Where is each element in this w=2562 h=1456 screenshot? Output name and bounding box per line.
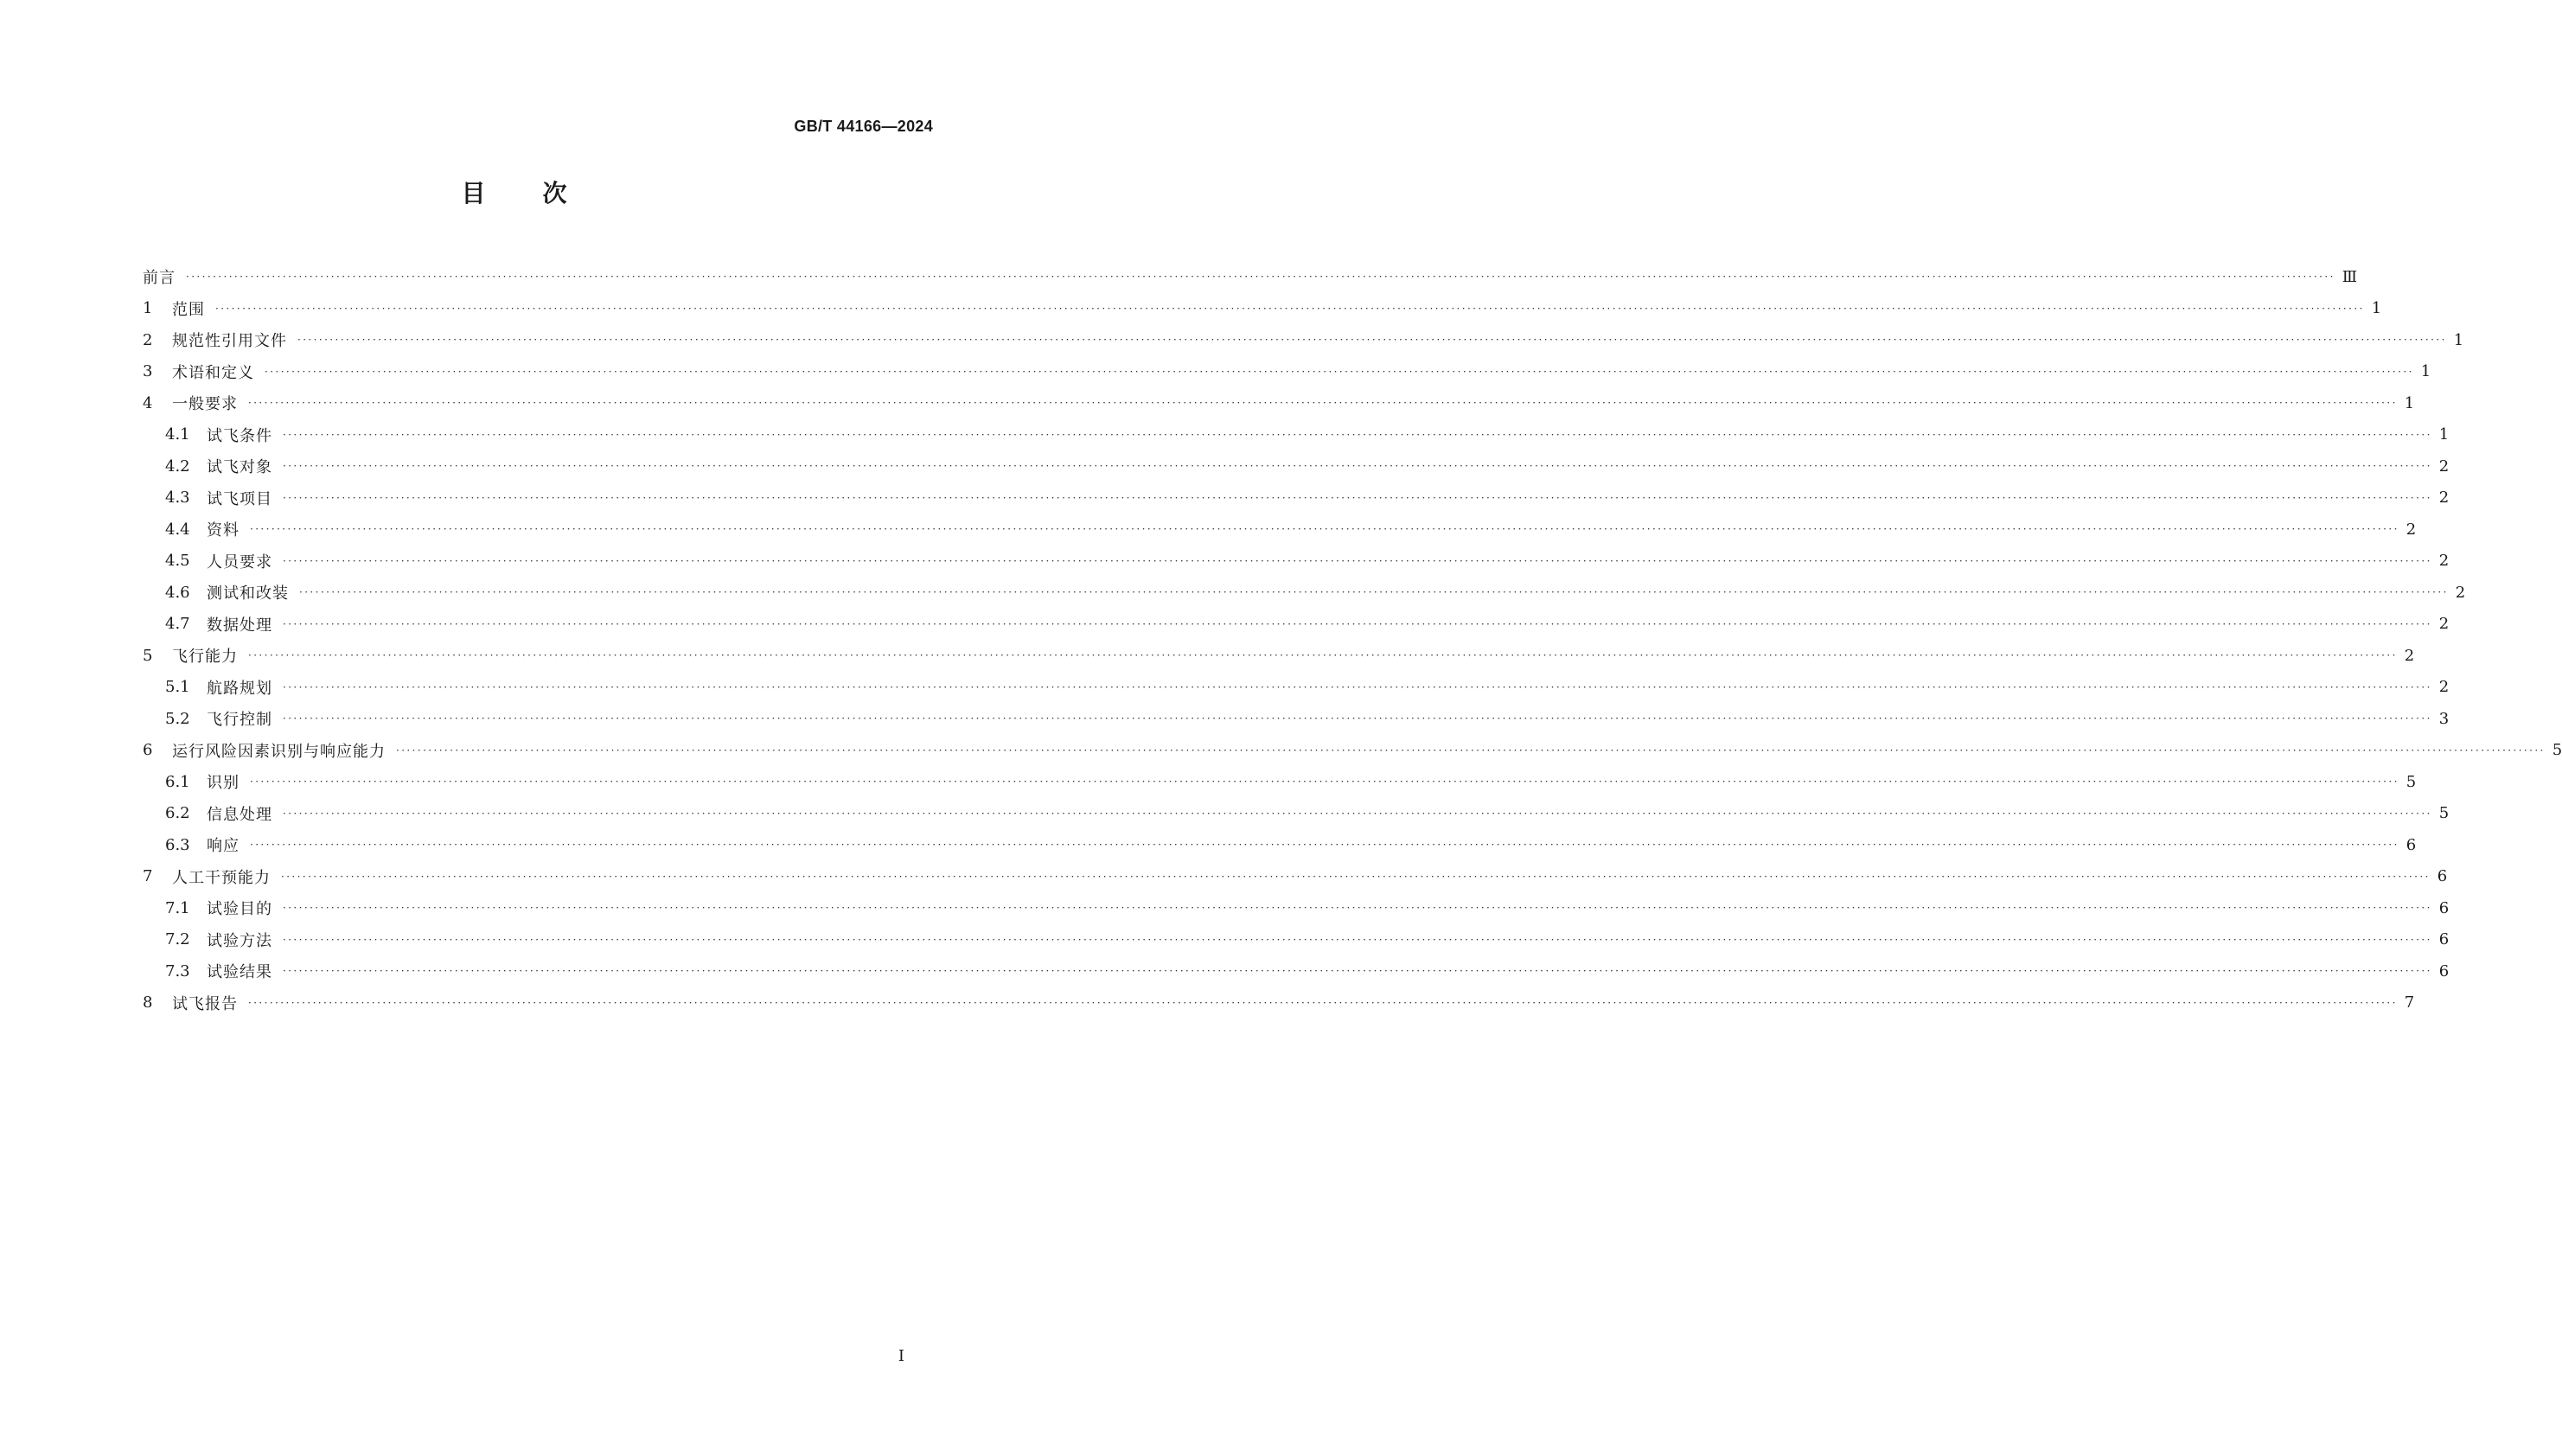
toc-leader-dots: ················································································································································································································································································································································································································ bbox=[299, 586, 2449, 599]
toc-entry[interactable] bbox=[143, 766, 2417, 798]
toc-entry[interactable] bbox=[143, 861, 2448, 893]
toc-entry-label: 人工干预能力 bbox=[172, 868, 271, 887]
toc-leader-dots: ················································································································································································································································································································································································································ bbox=[281, 870, 2431, 883]
toc-entry-label: 试验目的 bbox=[207, 900, 272, 919]
toc-entry[interactable] bbox=[143, 955, 2450, 987]
toc-entry-page: 2 bbox=[2455, 583, 2466, 602]
toc-entry[interactable] bbox=[143, 892, 2450, 924]
toc-leader-dots: ················································································································································································································································································································································································································ bbox=[283, 460, 2432, 473]
toc-entry-page: 2 bbox=[2438, 678, 2450, 697]
toc-entry-label: 信息处理 bbox=[207, 805, 272, 824]
toc-entry[interactable] bbox=[143, 356, 2431, 388]
toc-entry-label: 测试和改装 bbox=[207, 584, 289, 603]
toc-leader-dots: ················································································································································································································································································································································································································ bbox=[250, 839, 2399, 852]
toc-entry-label: 试验方法 bbox=[207, 931, 272, 950]
toc-entry-label: 试飞报告 bbox=[172, 994, 238, 1013]
toc-entry-label: 试验结果 bbox=[207, 963, 272, 982]
toc-entry-number: 2 bbox=[143, 330, 153, 349]
toc-leader-dots: ················································································································································································································································································································································································································ bbox=[283, 933, 2432, 946]
toc-entry-number: 4.5 bbox=[165, 552, 190, 571]
toc-entry-page: 5 bbox=[2438, 804, 2450, 823]
toc-leader-dots: ················································································································································································································································································································································································································ bbox=[283, 617, 2432, 630]
toc-entry-label: 资料 bbox=[207, 521, 240, 540]
toc-entry[interactable] bbox=[143, 514, 2417, 546]
table-of-contents bbox=[143, 261, 2562, 1019]
toc-entry-page: 2 bbox=[2438, 457, 2450, 476]
toc-entry[interactable] bbox=[143, 829, 2417, 861]
toc-entry-page: 6 bbox=[2437, 867, 2448, 886]
toc-leader-dots: ················································································································································································································································································································································································································ bbox=[297, 334, 2447, 347]
toc-leader-dots: ················································································································································································································································································································································································································ bbox=[248, 996, 2398, 1009]
toc-entry-page: 2 bbox=[2405, 520, 2417, 539]
toc-entry-number: 7 bbox=[143, 867, 153, 886]
toc-entry-label: 数据处理 bbox=[207, 616, 272, 635]
toc-entry[interactable] bbox=[143, 798, 2450, 830]
toc-entry-number: 7.3 bbox=[165, 961, 190, 980]
toc-entry-label: 前言 bbox=[143, 269, 176, 288]
toc-leader-dots: ················································································································································································································································································································································································································ bbox=[283, 491, 2432, 504]
toc-entry-label: 响应 bbox=[207, 837, 240, 856]
toc-entry-number: 6.2 bbox=[165, 804, 190, 823]
toc-entry-number: 1 bbox=[143, 299, 153, 318]
toc-leader-dots: ················································································································································································································································································································································································································ bbox=[215, 302, 2365, 315]
toc-entry[interactable] bbox=[143, 261, 2358, 293]
toc-entry-number: 8 bbox=[143, 993, 153, 1012]
toc-entry-number: 6.1 bbox=[165, 772, 190, 791]
toc-entry-label: 术语和定义 bbox=[172, 363, 254, 382]
toc-entry[interactable] bbox=[143, 293, 2382, 325]
toc-leader-dots: ················································································································································································································································································································································································································ bbox=[250, 776, 2399, 789]
toc-entry-label: 飞行能力 bbox=[172, 648, 238, 667]
toc-entry[interactable] bbox=[143, 577, 2466, 609]
toc-entry-label: 试飞对象 bbox=[207, 458, 272, 477]
toc-entry[interactable] bbox=[143, 640, 2415, 672]
toc-entry-label: 航路规划 bbox=[207, 679, 272, 698]
toc-leader-dots: ················································································································································································································································································································································································································ bbox=[283, 428, 2432, 441]
toc-entry-label: 范围 bbox=[172, 300, 205, 319]
toc-leader-dots: ················································································································································································································································································································································································································ bbox=[283, 712, 2432, 725]
toc-entry[interactable] bbox=[143, 672, 2450, 704]
toc-entry-page: 2 bbox=[2404, 646, 2415, 665]
toc-leader-dots: ················································································································································································································································································································································································································ bbox=[186, 271, 2335, 284]
toc-entry-number: 6.3 bbox=[165, 835, 190, 854]
toc-entry[interactable] bbox=[143, 987, 2415, 1019]
title-char-2: 次 bbox=[542, 179, 569, 208]
toc-entry[interactable] bbox=[143, 387, 2415, 419]
toc-entry-label: 运行风险因素识别与响应能力 bbox=[172, 742, 386, 761]
toc-entry-number: 4.4 bbox=[165, 520, 190, 539]
toc-entry[interactable] bbox=[143, 324, 2464, 356]
toc-leader-dots: ················································································································································································································································································································································································································ bbox=[265, 365, 2414, 378]
toc-entry-label: 飞行控制 bbox=[207, 711, 272, 730]
page-footer-number: I bbox=[898, 1347, 904, 1365]
toc-entry[interactable] bbox=[143, 546, 2450, 578]
toc-leader-dots: ················································································································································································································································································································································································································ bbox=[396, 744, 2546, 757]
toc-entry[interactable] bbox=[143, 924, 2450, 956]
toc-entry-page: 3 bbox=[2438, 709, 2450, 728]
toc-entry[interactable] bbox=[143, 450, 2450, 482]
toc-entry-page: 1 bbox=[2453, 330, 2464, 349]
toc-entry-page: 5 bbox=[2552, 741, 2562, 760]
toc-entry[interactable] bbox=[143, 735, 2562, 767]
toc-entry-label: 试飞项目 bbox=[207, 489, 272, 508]
toc-entry[interactable] bbox=[143, 419, 2450, 451]
toc-entry[interactable] bbox=[143, 482, 2450, 514]
toc-entry-number: 7.2 bbox=[165, 930, 190, 949]
toc-leader-dots: ················································································································································································································································································································································································································ bbox=[283, 902, 2432, 915]
toc-entry-number: 4.1 bbox=[165, 425, 190, 444]
toc-entry-number: 6 bbox=[143, 741, 153, 760]
toc-entry-label: 规范性引用文件 bbox=[172, 332, 287, 351]
toc-entry-number: 4.7 bbox=[165, 615, 190, 634]
toc-entry-number: 5.1 bbox=[165, 678, 190, 697]
toc-entry-label: 一般要求 bbox=[172, 395, 238, 414]
toc-entry-page: 2 bbox=[2438, 552, 2450, 571]
toc-entry-page: 6 bbox=[2438, 961, 2450, 980]
toc-entry-number: 5 bbox=[143, 646, 153, 665]
toc-entry-number: 4.6 bbox=[165, 583, 190, 602]
toc-entry-label: 试飞条件 bbox=[207, 426, 272, 445]
toc-entry-number: 4 bbox=[143, 393, 153, 412]
toc-entry-number: 7.1 bbox=[165, 898, 190, 917]
toc-leader-dots: ················································································································································································································································································································································································································ bbox=[283, 680, 2432, 693]
standard-number: GB/T 44166—2024 bbox=[794, 118, 933, 135]
toc-entry[interactable] bbox=[143, 703, 2450, 735]
toc-entry-label: 识别 bbox=[207, 774, 240, 793]
toc-leader-dots: ················································································································································································································································································································································································································ bbox=[283, 807, 2432, 820]
toc-entry-number: 4.2 bbox=[165, 457, 190, 476]
toc-entry-number: 3 bbox=[143, 362, 153, 381]
toc-entry-label: 人员要求 bbox=[207, 552, 272, 572]
toc-entry-page: 6 bbox=[2438, 898, 2450, 917]
toc-entry-page: 2 bbox=[2438, 489, 2450, 508]
toc-entry-page: 5 bbox=[2405, 772, 2417, 791]
toc-entry-page: 1 bbox=[2404, 393, 2415, 412]
toc-leader-dots: ················································································································································································································································································································································································································ bbox=[283, 965, 2432, 978]
toc-leader-dots: ················································································································································································································································································································································································································ bbox=[283, 554, 2432, 567]
toc-entry-page: 1 bbox=[2420, 362, 2431, 381]
toc-entry-number: 5.2 bbox=[165, 709, 190, 728]
toc-leader-dots: ················································································································································································································································································································································································································ bbox=[250, 523, 2399, 536]
toc-entry-page: 1 bbox=[2438, 425, 2450, 444]
toc-entry-page: 6 bbox=[2438, 930, 2450, 949]
page-title bbox=[0, 175, 1030, 209]
toc-entry-number: 4.3 bbox=[165, 489, 190, 508]
toc-entry-page: 6 bbox=[2405, 835, 2417, 854]
title-char-1: 目 bbox=[461, 179, 488, 208]
toc-leader-dots: ················································································································································································································································································································································································································ bbox=[248, 397, 2398, 410]
toc-entry-page: 7 bbox=[2404, 993, 2415, 1012]
toc-entry-page: 1 bbox=[2371, 299, 2382, 318]
toc-entry-page: 2 bbox=[2438, 615, 2450, 634]
toc-entry-page: Ⅲ bbox=[2342, 267, 2358, 286]
toc-leader-dots: ················································································································································································································································································································································································································ bbox=[248, 649, 2398, 662]
toc-entry[interactable] bbox=[143, 609, 2450, 641]
